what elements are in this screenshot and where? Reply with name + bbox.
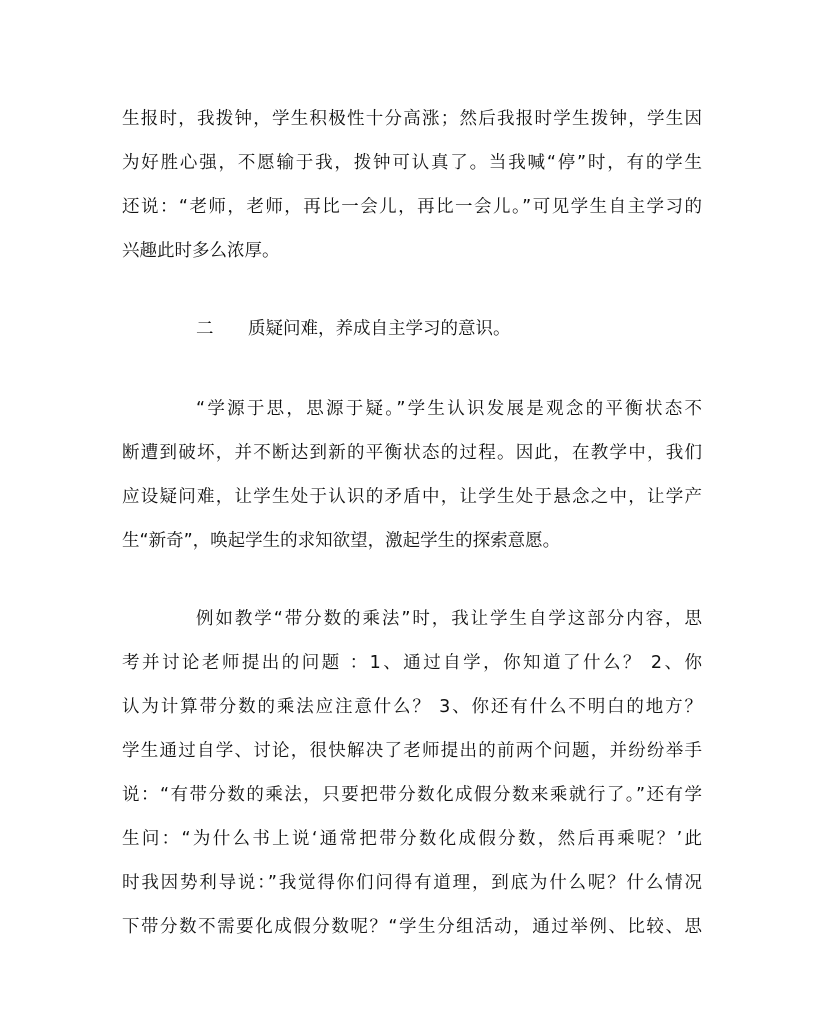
paragraph-2-line-2: 断遭到破坏，并不断达到新的平衡状态的过程。因此，在教学中，我们 [122,443,702,463]
paragraph-2-line-1: “学源于思，思源于疑。”学生认识发展是观念的平衡状态不 [196,399,702,419]
paragraph-3-line-3: 认为计算带分数的乘法应注意什么？ 3、你还有什么不明白的地方？ [122,697,702,717]
paragraph-2-line-4: 生“新奇”，唤起学生的求知欲望，激起学生的探索意愿。 [122,531,561,551]
paragraph-1-line-4: 兴趣此时多么浓厚。 [122,241,280,261]
paragraph-3-line-8: 下带分数不需要化成假分数呢？“学生分组活动，通过举例、比较、思 [122,917,702,937]
paragraph-3-line-4: 学生通过自学、讨论，很快解决了老师提出的前两个问题，并纷纷举手 [122,741,702,761]
paragraph-3-line-7: 时我因势利导说：”我觉得你们问得有道理，到底为什么呢？什么情况 [122,873,702,893]
paragraph-1-line-3: 还说：“老师，老师，再比一会儿，再比一会儿。”可见学生自主学习的 [122,197,702,217]
paragraph-2-line-3: 应设疑问难，让学生处于认识的矛盾中，让学生处于悬念之中，让学产 [122,487,702,507]
paragraph-3-line-6: 生问：“为什么书上说‘通常把带分数化成假分数，然后再乘呢？’此 [122,829,702,849]
section-number: 二 [196,319,214,339]
paragraph-3-line-2: 考并讨论老师提出的问题 ：1、通过自学，你知道了什么？ 2、你 [122,653,702,673]
section-heading: 质疑问难，养成自主学习的意识。 [248,319,511,339]
paragraph-3-line-1: 例如教学“带分数的乘法”时，我让学生自学这部分内容，思 [196,609,702,629]
paragraph-1-line-2: 为好胜心强，不愿输于我，拨钟可认真了。当我喊“停”时，有的学生 [122,153,702,173]
paragraph-3-line-5: 说：“有带分数的乘法，只要把带分数化成假分数来乘就行了。”还有学 [122,785,702,805]
paragraph-1-line-1: 生报时，我拨钟，学生积极性十分高涨；然后我报时学生拨钟，学生因 [122,109,702,129]
